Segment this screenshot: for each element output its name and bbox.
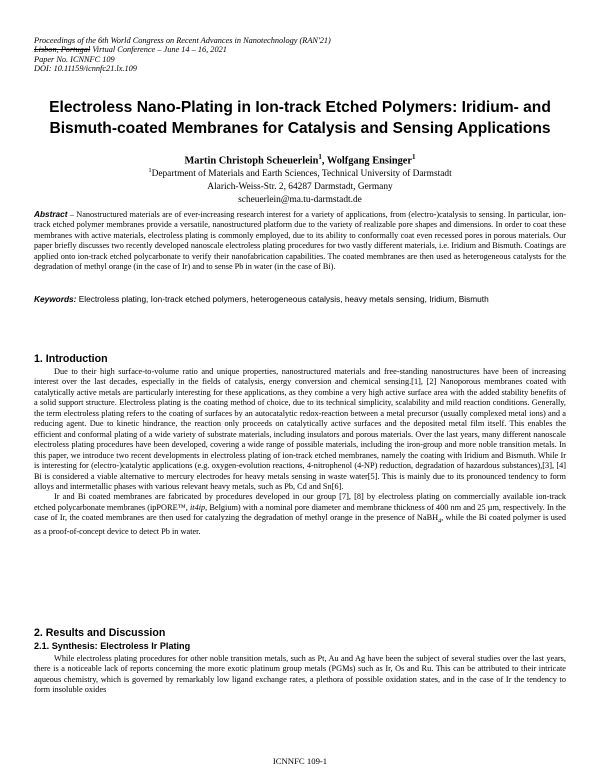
results-body [34,654,566,696]
abstract [34,210,566,272]
venue-line [34,45,574,54]
abstract-text: – Nanostructured materials are of ever-increasing research interest for a variety of applications, from (electro-)catalysis to sensing. In particular, ion-track etched polymer membranes provide a versatile, nanostructured platform due to the variety of realizable pore shapes and dimensions. In order to coat these membranes with active materials, electroless plating is commonly employed, due to its ability to conformally coat even recessed pores in porous materials. Our paper briefly discusses two recently developed nanoscale electroless plating procedures for two vastly different materials, i.e. Iridium and Bismuth. Coatings are applied onto ion-track etched polycarbonate to verify their nanofabrication capabilities. The coated membranes are then used as heterogeneous catalysts for the degradation of methyl orange (in the case of Ir) and to sense Pb in water (in the case of Bi). [34,210,566,272]
paragraph: While electroless plating procedures for other noble transition metals, such as Pt, Au and Ag have been the subject of several studies over the last years, there is a noticeable lack of reports concerning the more exotic platinum group metals (PGMs) such as Ir, Os and Ru. This can be attributed to their intricate aqueous chemistry, which is governed by remarkably low ligand exchange rates, a plethora of possible oxidation states, and in the case of Ir the tendency to form insoluble oxides [34,654,566,695]
subsection-heading: 2.1. Synthesis: Electroless Ir Plating [34,641,191,651]
affiliation-dept [30,165,570,181]
doi: DOI: 10.11159/icnnfc21.lx.109 [34,64,137,74]
subscript: 4 [438,519,442,525]
para-text: , while the Bi coated polymer is used as a proof-of-concept device to detect Pb in water. [34,513,566,537]
author-affil-sup: 1 [318,153,322,161]
company-name: it4ip [189,502,206,512]
paragraph [34,492,566,537]
keywords-label: Keywords: [34,294,77,304]
affil-dept-text: Department of Materials and Earth Sciences, Technical University of Darmstadt [151,169,452,180]
proceedings-header [34,36,574,74]
keywords-text: Electroless plating, Ion-track etched polymers, heterogeneous catalysis, heavy metals sensing, Iridium, Bismuth [76,294,489,304]
struck-location: Lisbon, Portugal [34,45,91,55]
affil-sup: 1 [148,167,152,174]
introduction-body [34,367,566,538]
venue-text: Virtual Conference – June 14 – 16, 2021 [90,45,227,55]
proceedings-line: Proceedings of the 6th World Congress on Recent Advances in Nanotechnology (RAN'21) [34,36,331,45]
paper-title: Electroless Nano-Plating in Ion-track Etched Polymers: Iridium- and Bismuth-coated Membranes for Catalysis and Sensing Applications [49,99,551,137]
abstract-label: Abstract [34,210,68,219]
page-footer: ICNNFC 109-1 [272,756,328,766]
paper-number: Paper No. ICNNFC 109 [34,54,115,64]
affiliation-address: Alarich-Weiss-Str. 2, 64287 Darmstadt, Germany [207,181,393,192]
para-text: , Belgium) with a nominal pore diameter and membrane thickness of 400 nm and 25 µm, respectively. In the case of Ir, the coated membranes are then used for catalyzing the degradation of methyl orange in the presence of NaBH [34,502,566,523]
affiliation-email: scheuerlein@ma.tu-darmstadt.de [238,194,362,205]
author-affil-sup: 1 [412,153,416,161]
author-name: Martin Christoph Scheuerlein [184,155,319,167]
paragraph: Due to their high surface-to-volume ratio and unique properties, nanostructured materials and free-standing nanostructures have been of increasing interest over the last decades, especially in the fields of catalysis, energy conversion and chemical sensing.[1], [2] Nanoporous membranes coated with catalytically active metals are particularly interesting for these applications, as they combine a very high active surface area with the added stability benefits of a solid support structure. Electroless plating is the coating method of choice, due to its technical simplicity, scalability and mild reaction conditions. Generally, the term electroless plating refers to the coating of surfaces by an autocatalytic redox-reaction between a metal precursor (usually complexed metal ions) and a reducing agent. Due to kinetic hindrance, the reaction only proceeds on catalytically active surfaces and the deposited metal film itself. This enables the efficient and conformal plating of a wide variety of substrate materials, including insulators and porous materials. Over the last years, many different nanoscale electroless plating procedures have been developed, covering a wide range of possible materials, including the iron-group and more noble transition metals. In this paper, we introduce two recent developments in electroless plating of ion-track etched membranes, namely the coating with Iridium and Bismuth. While Ir is interesting for (electro-)catalytic applications (e.g. oxygen-evolution reactions, 4-nitrophenol (4-NP) reduction, degradation of hazardous substances),[3], [4] Bi is considered a viable alternative to mercury electrodes for heavy metals sensing in waste water[5]. This is mainly due to its pronounced tendency to form alloys and intermetallic phases with various relevant heavy metals, such as Pb, Cd and Sn[6]. [34,367,566,491]
para-text: Ir and Bi coated membranes are fabricated by procedures developed in our group [7], [8] by electroless plating on commercially available ion-track etched polycarbonate membranes (ipPORE™, [34,492,566,512]
author-separator: , [321,155,327,167]
affiliation [30,165,570,207]
keywords [34,294,574,306]
section-heading-results: 2. Results and Discussion [34,627,166,639]
section-heading-introduction: 1. Introduction [34,353,108,365]
author-name: Wolfgang Ensinger [326,155,413,167]
